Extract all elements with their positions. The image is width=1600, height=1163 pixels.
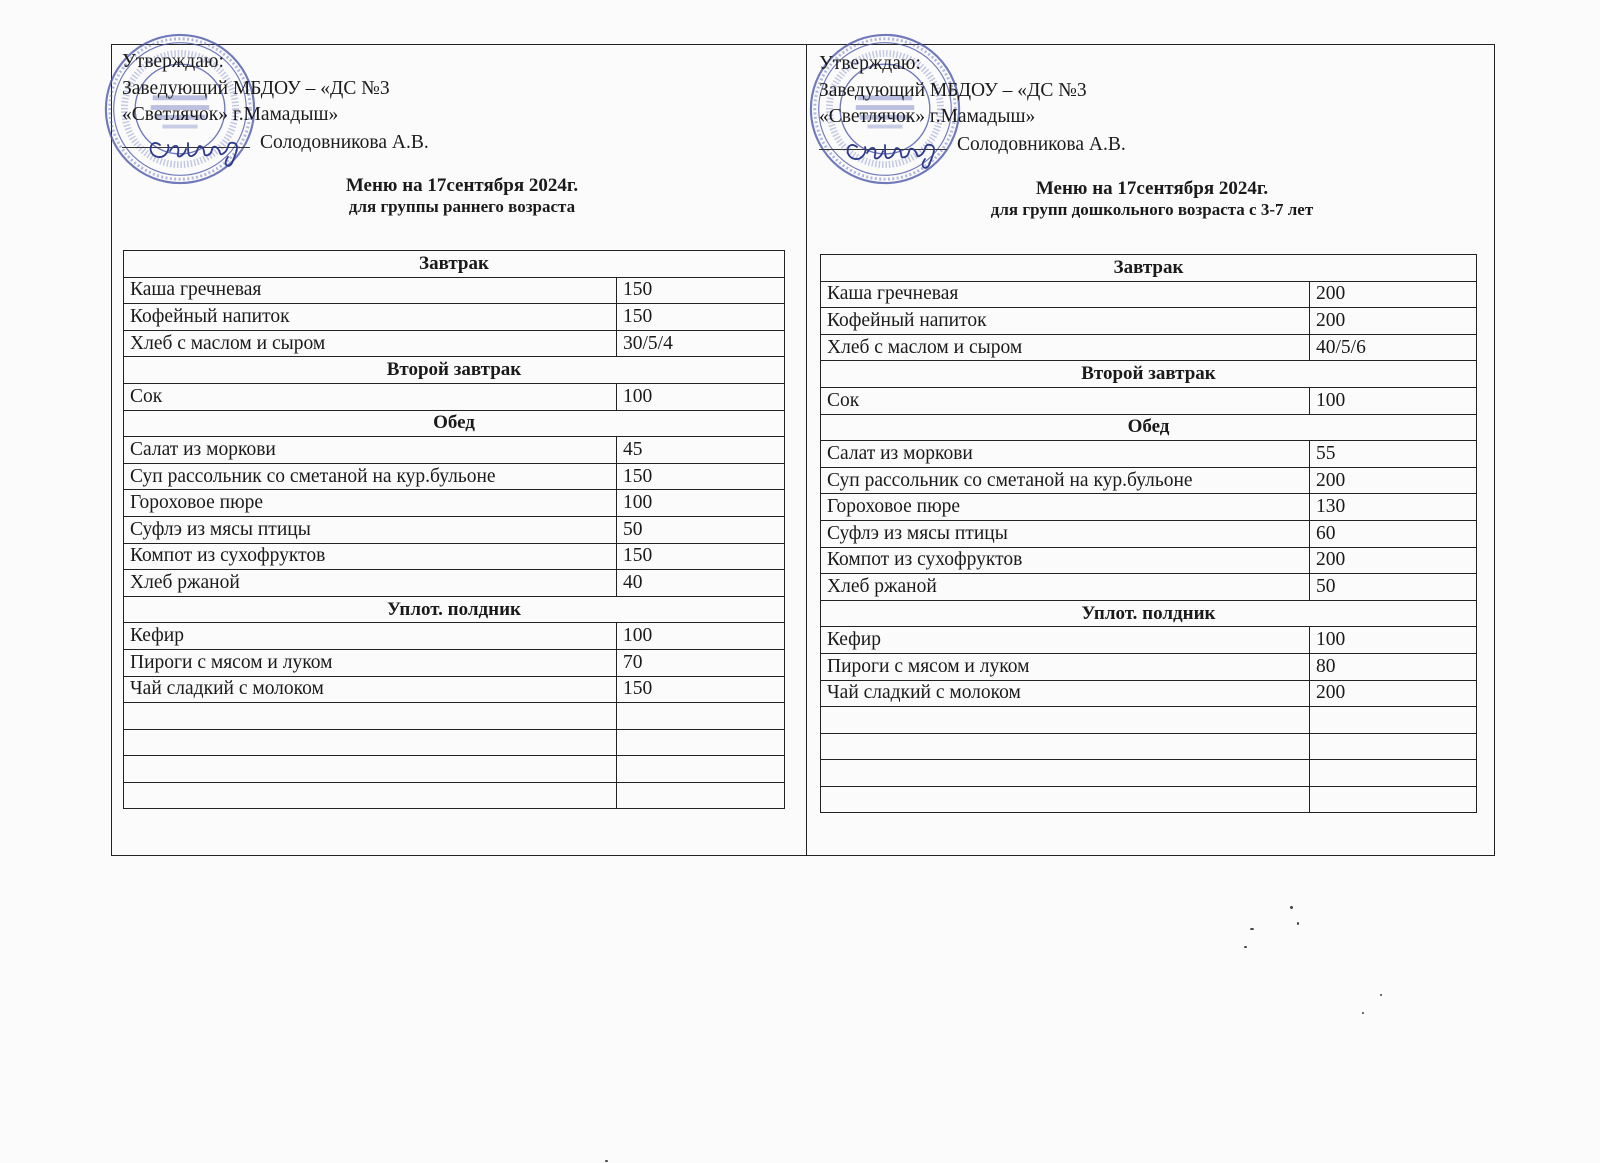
table-row bbox=[821, 308, 1477, 335]
scan-speck bbox=[1244, 946, 1247, 948]
menu-table bbox=[820, 254, 1477, 813]
dish-name: Суфлэ из мясы птицы bbox=[821, 520, 1310, 547]
menu-title: Меню на 17сентября 2024г. bbox=[345, 175, 579, 196]
menu-table bbox=[123, 250, 785, 809]
table-row bbox=[124, 570, 785, 597]
table-row bbox=[124, 703, 785, 730]
portion-quantity: 40/5/6 bbox=[1310, 334, 1477, 361]
table-row bbox=[124, 516, 785, 543]
dish-name bbox=[124, 729, 617, 756]
scan-speck bbox=[605, 1160, 608, 1162]
table-row bbox=[821, 494, 1477, 521]
table-row bbox=[124, 277, 785, 304]
dish-name: Компот из сухофруктов bbox=[124, 543, 617, 570]
dish-name: Чай сладкий с молоком bbox=[821, 680, 1310, 707]
dish-name: Каша гречневая bbox=[124, 277, 617, 304]
portion-quantity: 200 bbox=[1310, 680, 1477, 707]
dish-name: Пироги с мясом и луком bbox=[821, 653, 1310, 680]
dish-name: Суп рассольник со сметаной на кур.бульоне bbox=[821, 467, 1310, 494]
portion-quantity: 100 bbox=[617, 490, 785, 517]
menu-subtitle: для групп дошкольного возраста с 3-7 лет bbox=[990, 200, 1314, 219]
menu-subtitle: для группы раннего возраста bbox=[348, 197, 576, 216]
dish-name bbox=[821, 760, 1310, 787]
table-row bbox=[821, 786, 1477, 813]
table-row bbox=[124, 782, 785, 809]
table-row bbox=[124, 437, 785, 464]
dish-name: Хлеб ржаной bbox=[821, 574, 1310, 601]
dish-name bbox=[821, 707, 1310, 734]
portion-quantity bbox=[1310, 707, 1477, 734]
section-header-row bbox=[821, 255, 1477, 282]
meal-section-title: Уплот. полдник bbox=[124, 596, 785, 623]
table-row bbox=[124, 463, 785, 490]
dish-name bbox=[124, 756, 617, 783]
approval-line: Утверждаю: bbox=[819, 53, 921, 74]
menu-heading bbox=[267, 175, 657, 217]
scan-speck bbox=[1380, 994, 1382, 996]
panel-preschool-age bbox=[807, 45, 1494, 855]
portion-quantity bbox=[1310, 786, 1477, 813]
table-row bbox=[821, 334, 1477, 361]
table-row bbox=[821, 467, 1477, 494]
portion-quantity: 200 bbox=[1310, 467, 1477, 494]
table-row bbox=[821, 707, 1477, 734]
portion-quantity: 50 bbox=[1310, 574, 1477, 601]
portion-quantity: 55 bbox=[1310, 441, 1477, 468]
section-header-row bbox=[124, 251, 785, 278]
dish-name: Сок bbox=[124, 383, 617, 410]
approval-line: Утверждаю: bbox=[122, 51, 224, 72]
table-row bbox=[821, 520, 1477, 547]
menu-heading bbox=[917, 178, 1387, 220]
table-row bbox=[124, 383, 785, 410]
table-row bbox=[124, 304, 785, 331]
approval-position: Заведующий МБДОУ – «ДС №3 bbox=[122, 77, 390, 99]
table-row bbox=[124, 729, 785, 756]
panel-early-age bbox=[112, 45, 807, 855]
portion-quantity bbox=[617, 703, 785, 730]
signer-name: Солодовникова А.В. bbox=[957, 133, 1126, 155]
portion-quantity: 150 bbox=[617, 676, 785, 703]
dish-name: Кофейный напиток bbox=[821, 308, 1310, 335]
table-row bbox=[821, 281, 1477, 308]
dish-name: Гороховое пюре bbox=[821, 494, 1310, 521]
section-header-row bbox=[124, 596, 785, 623]
dish-name bbox=[821, 786, 1310, 813]
handwritten-signature bbox=[841, 125, 953, 171]
dish-name bbox=[124, 703, 617, 730]
portion-quantity: 50 bbox=[617, 516, 785, 543]
portion-quantity: 100 bbox=[617, 623, 785, 650]
dish-name: Кофейный напиток bbox=[124, 304, 617, 331]
scan-speck bbox=[1362, 1012, 1364, 1014]
menu-sheet bbox=[111, 44, 1495, 856]
meal-section-title: Завтрак bbox=[124, 251, 785, 278]
dish-name: Кефир bbox=[124, 623, 617, 650]
meal-section-title: Второй завтрак bbox=[821, 361, 1477, 388]
portion-quantity: 45 bbox=[617, 437, 785, 464]
scan-speck bbox=[1250, 928, 1254, 930]
dish-name: Сок bbox=[821, 387, 1310, 414]
signer-name: Солодовникова А.В. bbox=[260, 131, 429, 153]
dish-name bbox=[124, 782, 617, 809]
meal-section-title: Завтрак bbox=[821, 255, 1477, 282]
table-row bbox=[821, 733, 1477, 760]
portion-quantity: 150 bbox=[617, 304, 785, 331]
dish-name: Гороховое пюре bbox=[124, 490, 617, 517]
meal-section-title: Обед bbox=[821, 414, 1477, 441]
dish-name: Салат из моркови bbox=[821, 441, 1310, 468]
table-row bbox=[821, 760, 1477, 787]
approval-organization: «Светлячок» г.Мамадыш» bbox=[122, 104, 339, 125]
section-header-row bbox=[124, 357, 785, 384]
dish-name: Салат из моркови bbox=[124, 437, 617, 464]
section-header-row bbox=[821, 414, 1477, 441]
section-header-row bbox=[821, 600, 1477, 627]
dish-name: Хлеб с маслом и сыром bbox=[124, 330, 617, 357]
dish-name: Пироги с мясом и луком bbox=[124, 649, 617, 676]
approval-organization: «Светлячок» г.Мамадыш» bbox=[819, 106, 1036, 127]
scan-speck bbox=[1290, 906, 1293, 909]
portion-quantity: 150 bbox=[617, 543, 785, 570]
table-row bbox=[821, 653, 1477, 680]
portion-quantity bbox=[617, 782, 785, 809]
portion-quantity: 60 bbox=[1310, 520, 1477, 547]
scan-speck bbox=[1297, 922, 1299, 925]
portion-quantity: 100 bbox=[1310, 627, 1477, 654]
portion-quantity: 70 bbox=[617, 649, 785, 676]
portion-quantity: 150 bbox=[617, 277, 785, 304]
dish-name: Каша гречневая bbox=[821, 281, 1310, 308]
section-header-row bbox=[124, 410, 785, 437]
dish-name: Хлеб ржаной bbox=[124, 570, 617, 597]
portion-quantity: 200 bbox=[1310, 308, 1477, 335]
table-row bbox=[124, 490, 785, 517]
table-row bbox=[821, 441, 1477, 468]
table-row bbox=[124, 756, 785, 783]
dish-name: Суфлэ из мясы птицы bbox=[124, 516, 617, 543]
dish-name: Компот из сухофруктов bbox=[821, 547, 1310, 574]
portion-quantity: 200 bbox=[1310, 547, 1477, 574]
portion-quantity: 30/5/4 bbox=[617, 330, 785, 357]
table-row bbox=[821, 574, 1477, 601]
meal-section-title: Уплот. полдник bbox=[821, 600, 1477, 627]
portion-quantity bbox=[617, 729, 785, 756]
table-row bbox=[124, 543, 785, 570]
menu-title: Меню на 17сентября 2024г. bbox=[1035, 178, 1269, 199]
portion-quantity: 100 bbox=[617, 383, 785, 410]
portion-quantity: 130 bbox=[1310, 494, 1477, 521]
table-row bbox=[821, 547, 1477, 574]
table-row bbox=[821, 680, 1477, 707]
handwritten-signature bbox=[144, 123, 256, 169]
approval-position: Заведующий МБДОУ – «ДС №3 bbox=[819, 79, 1087, 101]
portion-quantity bbox=[617, 756, 785, 783]
section-header-row bbox=[821, 361, 1477, 388]
meal-section-title: Обед bbox=[124, 410, 785, 437]
dish-name: Суп рассольник со сметаной на кур.бульоне bbox=[124, 463, 617, 490]
table-row bbox=[124, 623, 785, 650]
dish-name: Кефир bbox=[821, 627, 1310, 654]
dish-name: Чай сладкий с молоком bbox=[124, 676, 617, 703]
portion-quantity: 80 bbox=[1310, 653, 1477, 680]
table-row bbox=[821, 387, 1477, 414]
table-row bbox=[124, 649, 785, 676]
portion-quantity: 150 bbox=[617, 463, 785, 490]
portion-quantity: 100 bbox=[1310, 387, 1477, 414]
table-row bbox=[821, 627, 1477, 654]
meal-section-title: Второй завтрак bbox=[124, 357, 785, 384]
portion-quantity: 200 bbox=[1310, 281, 1477, 308]
portion-quantity bbox=[1310, 760, 1477, 787]
portion-quantity bbox=[1310, 733, 1477, 760]
dish-name bbox=[821, 733, 1310, 760]
table-row bbox=[124, 676, 785, 703]
table-row bbox=[124, 330, 785, 357]
portion-quantity: 40 bbox=[617, 570, 785, 597]
dish-name: Хлеб с маслом и сыром bbox=[821, 334, 1310, 361]
